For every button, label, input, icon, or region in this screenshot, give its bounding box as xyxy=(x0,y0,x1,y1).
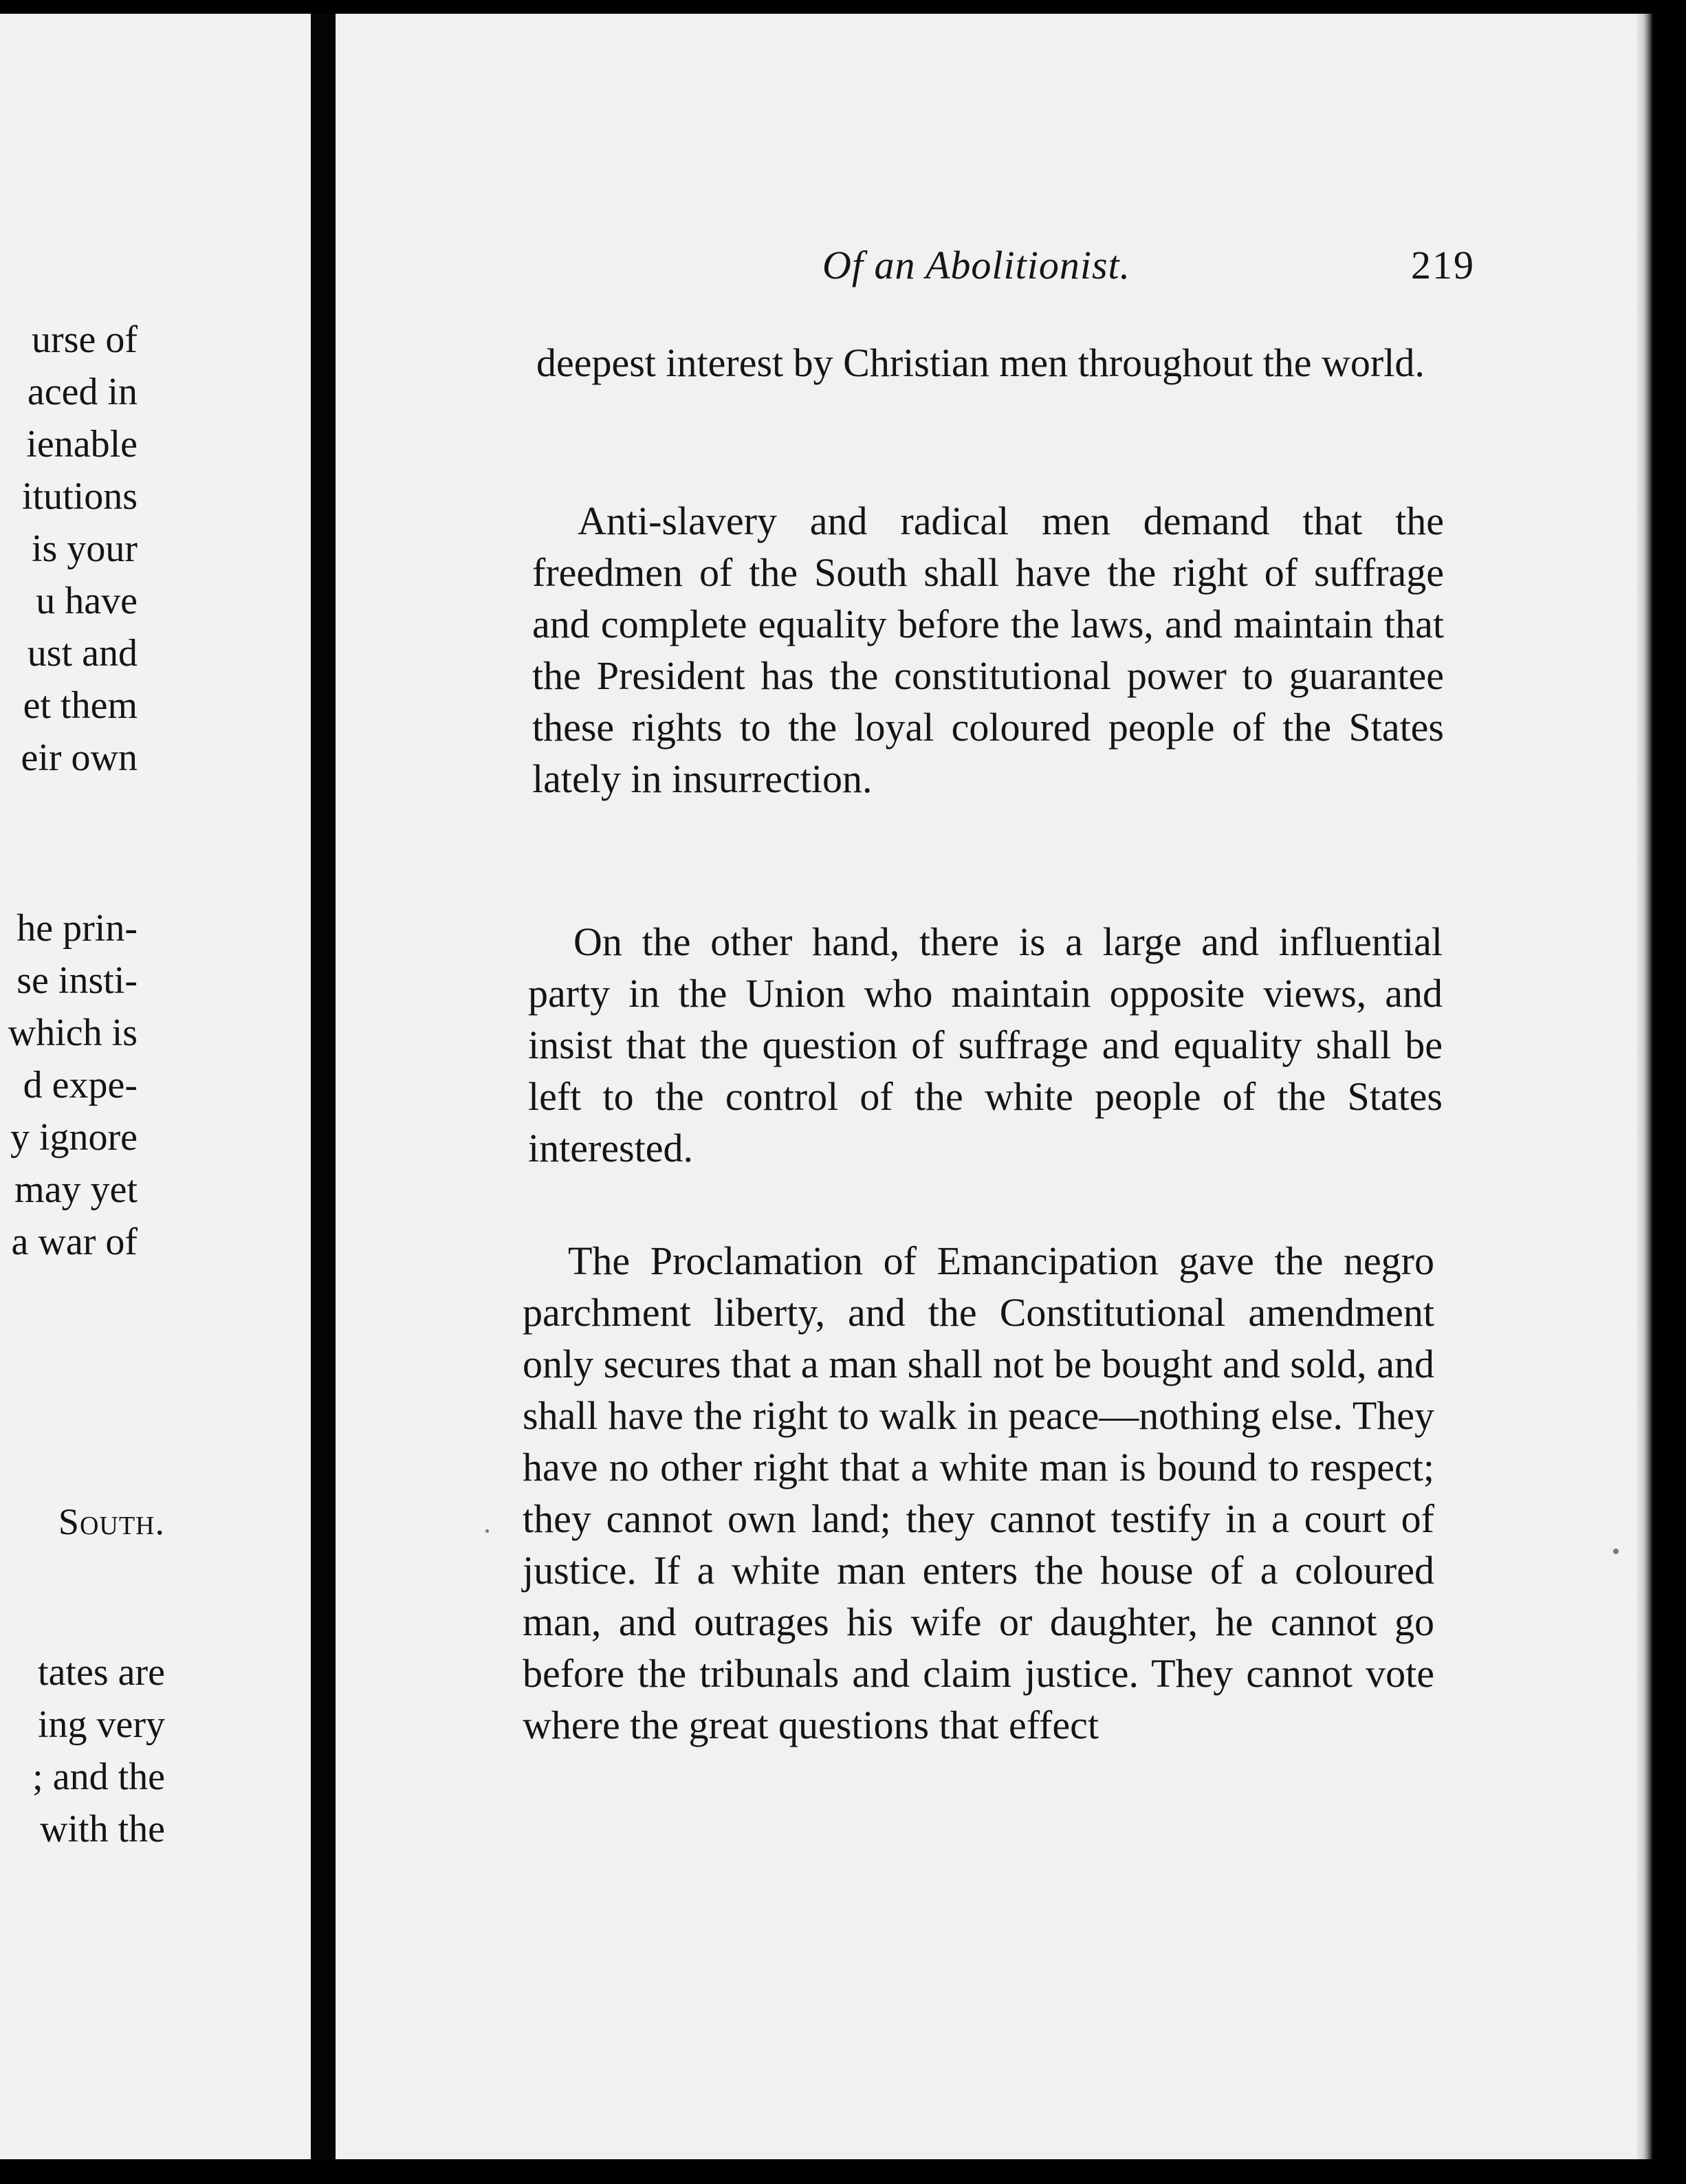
paragraph: The Proclamation of Emancipation gave the negro parchment liberty, and the Constitutional amendment only secures that a man shall not be bought and sold, and shall have the right to walk in peace—nothing else. They have no other right that a white man is bound to respect; they cannot own land; they cannot testify in a court of justice. If a white man enters the house of a coloured man, and outrages his wife or daughter, he cannot go before the tribunals and claim justice. They cannot vote where the great questions that effect xyxy=(523,1238,1434,1747)
left-line: aced in xyxy=(27,371,138,413)
left-line: itutions xyxy=(21,475,138,518)
left-line: urse of xyxy=(32,318,138,361)
left-page xyxy=(0,14,311,2159)
paragraph: Anti-slavery and radical men demand that the freedmen of the South shall have the right of suffrage and complete equality before the laws, and maintain that the President has the constitutional power to guarantee these rights to the loyal coloured people of the States lately in insurrection. xyxy=(532,499,1444,801)
page-number: 219 xyxy=(1411,243,1475,287)
left-line: eir own xyxy=(21,736,138,779)
left-line: d expe- xyxy=(23,1064,138,1106)
ink-speck xyxy=(1613,1549,1619,1554)
left-line: with the xyxy=(40,1808,165,1850)
left-line: se insti- xyxy=(17,959,138,1002)
left-line: y ignore xyxy=(10,1116,138,1159)
running-title: Of an Abolitionist. xyxy=(822,243,1131,287)
left-line: tates are xyxy=(38,1651,165,1694)
left-line: et them xyxy=(23,684,138,727)
left-line: a war of xyxy=(11,1221,138,1263)
left-line: ing very xyxy=(37,1703,165,1746)
left-line: is your xyxy=(32,527,138,570)
scan-border-bottom xyxy=(0,2159,1686,2184)
paragraph: deepest interest by Christian men throughout the world. xyxy=(536,340,1425,385)
left-line: which is xyxy=(8,1012,138,1054)
paragraph: On the other hand, there is a large and influential party in the Union who maintain opposite views, and insist that the question of suffrage and equality shall be left to the control of the white people of the States interested. xyxy=(528,919,1443,1170)
ink-speck xyxy=(485,1529,489,1533)
left-line: u have xyxy=(36,580,138,622)
left-line: ust and xyxy=(27,632,138,675)
left-line: may yet xyxy=(14,1168,138,1211)
book-gutter xyxy=(311,14,336,2184)
left-line: ienable xyxy=(26,423,138,466)
scan-border-top xyxy=(0,0,1686,14)
left-line: ; and the xyxy=(32,1756,165,1798)
left-section-heading: South. xyxy=(58,1501,165,1542)
left-line: he prin- xyxy=(17,907,138,950)
right-page xyxy=(336,14,1665,2170)
page-edge-shadow xyxy=(1636,14,1686,2184)
